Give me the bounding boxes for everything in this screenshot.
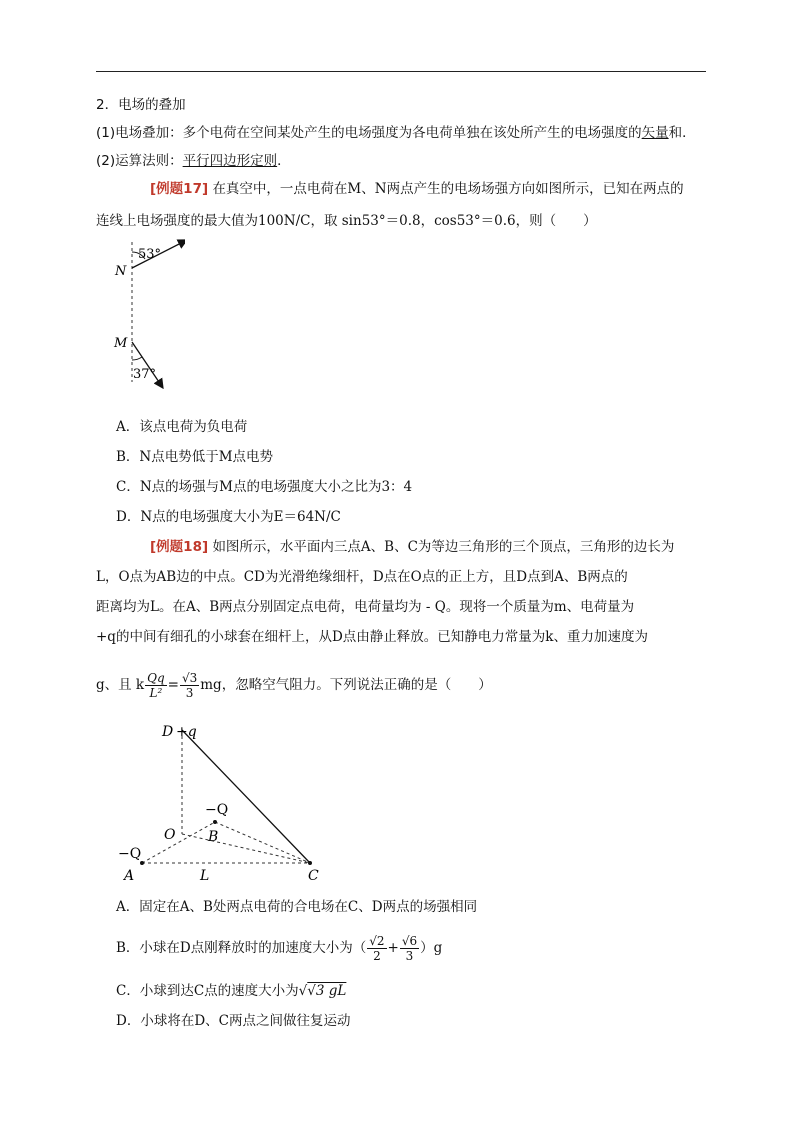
example18-line-1 (150, 538, 674, 556)
example17-line-1 (150, 180, 684, 198)
option-b-prefix: B．小球在D点刚释放时的加速度大小为（ (116, 940, 367, 956)
fraction-denominator: L² (149, 686, 163, 700)
n-angle-label: 53° (138, 247, 162, 262)
definition-2-underlined: 平行四边形定则 (182, 153, 278, 169)
definition-2-text: (2)运算法则： (96, 153, 183, 169)
m-angle-label: 37° (133, 367, 157, 382)
median-oc (182, 834, 310, 863)
side-bc (215, 822, 310, 863)
example18-tag: [例题18] (150, 539, 209, 555)
example18-line-3: 距离均为L。在A、B两点分别固定点电荷，电荷量均为 - Q。现将一个质量为m、电荷量为 (96, 599, 635, 615)
example17-option-b: B．N点电势低于M点电势 (116, 449, 274, 465)
plus-q-label: +q (176, 724, 197, 740)
section-heading: 2．电场的叠加 (96, 97, 186, 113)
b-charge-label: −Q (205, 802, 229, 818)
c-point-label: C (308, 868, 319, 884)
example18-line-5-prefix: g、且 k (96, 677, 145, 693)
definition-2-suffix: ． (277, 153, 291, 169)
example18-line-5 (96, 668, 492, 702)
example17-line-2: 连线上电场强度的最大值为100N/C，取 sin53°＝0.8，cos53°＝0.6，则（ ） (96, 213, 597, 229)
example18-option-a: A．固定在A、B处两点电荷的合电场在C、D两点的场强相同 (116, 899, 478, 915)
equals-sign: = (167, 677, 179, 693)
b-point-label: B (208, 829, 219, 845)
example17-option-a: A．该点电荷为负电荷 (116, 419, 248, 435)
example18-line-2: L，O点为AB边的中点。CD为光滑绝缘细杆，D点在O点的正上方，且D点到A、B两点的 (96, 569, 628, 585)
example18-text-1: 如图所示，水平面内三点A、B、C为等边三角形的三个顶点，三角形的边长为 (212, 539, 675, 555)
example17-tag: [例题17] (150, 181, 209, 197)
radical-sign: √ (298, 983, 308, 999)
side-ab (142, 822, 215, 863)
d-point-label: D (162, 724, 174, 740)
a-charge-label: −Q (118, 846, 142, 862)
fraction-numerator: √2 (369, 934, 385, 948)
example18-line-5-suffix: mg，忽略空气阻力。下列说法正确的是（ ） (200, 677, 492, 693)
m-angle-arc (132, 357, 142, 360)
definition-line-1 (96, 124, 696, 142)
fraction-numerator: √3 (181, 671, 198, 685)
example17-option-d: D．N点的电场强度大小为E＝64N/C (116, 509, 341, 525)
example18-option-c (116, 982, 346, 1000)
definition-1-underlined: 矢量 (641, 125, 669, 141)
point-c (308, 861, 312, 865)
qq-over-l2-fraction (145, 671, 167, 700)
example18-figure (112, 718, 332, 886)
definition-1-text: (1)电场叠加：多个电荷在空间某处产生的电场强度为各电荷单独在该处所产生的电场强度的 (96, 125, 642, 141)
option-b-suffix: ）g (420, 940, 443, 956)
example17-option-c: C．N点的场强与M点的电场强度大小之比为3：4 (116, 479, 413, 495)
definition-1-suffix: 和． (668, 125, 696, 141)
fraction-numerator: √6 (401, 934, 418, 948)
radicand: √3 gL (307, 983, 347, 999)
side-length-label: L (200, 868, 210, 884)
example18-line-4: +q的中间有细孔的小球套在细杆上，从D点由静止释放。已知静电力常量为k、重力加速度为 (96, 629, 648, 645)
definition-line-2 (96, 152, 291, 170)
sqrt6-over-3-fraction (400, 934, 419, 963)
option-c-prefix: C．小球到达C点的速度大小为 (116, 983, 299, 999)
fraction-denominator: 2 (373, 949, 381, 963)
o-point-label: O (164, 827, 176, 843)
point-b (213, 820, 217, 824)
m-point-label: M (114, 336, 128, 351)
example18-option-d: D．小球将在D、C两点之间做往复运动 (116, 1013, 351, 1029)
fraction-numerator: Qq (147, 671, 165, 685)
fraction-denominator: 3 (185, 686, 194, 700)
sqrt2-over-2-fraction (367, 934, 386, 963)
fraction-denominator: 3 (405, 949, 414, 963)
example17-figure (105, 232, 185, 397)
sqrt3-over-3-fraction (180, 671, 199, 700)
plus-sign: + (387, 940, 399, 956)
rod-dc (182, 730, 310, 863)
header-rule (96, 71, 706, 72)
example18-option-b (116, 930, 442, 966)
a-point-label: A (124, 868, 135, 884)
example17-text-1: 在真空中，一点电荷在M、N两点产生的电场场强方向如图所示，已知在两点的 (212, 181, 684, 197)
n-point-label: N (115, 264, 127, 279)
